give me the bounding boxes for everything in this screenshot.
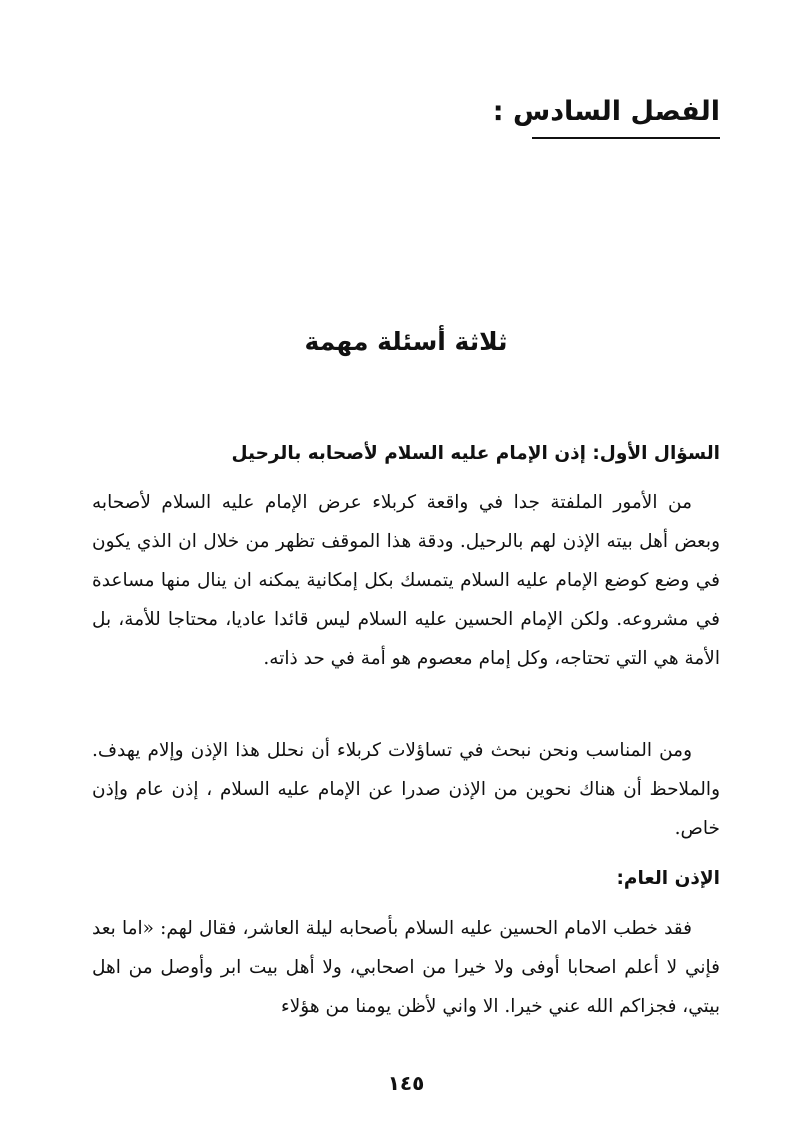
chapter-title-underline [532,137,720,139]
paragraph: فقد خطب الامام الحسين عليه السلام بأصحابه ليلة العاشر، فقال لهم: «اما بعد فإني لا أعلم اصحابا أوفى ولا خيرا من اصحابي، ولا أهل بيت ابر وأوصل من اهل بيتي، فجزاكم الله عني خيرا. الا واني لأظن يومنا من هؤلاء [92,918,720,1017]
paragraph: من الأمور الملفتة جدا في واقعة كربلاء عرض الإمام عليه السلام لأصحابه وبعض أهل بيته الإذن لهم بالرحيل. ودقة هذا الموقف تظهر من خلال ان الذي يكون في وضع كوضع الإمام عليه السلام يتمسك بكل إمكانية يمكنه ان ينال منها مساعدة في مشروعه. ولكن الإمام الحسين عليه السلام ليس قائدا عاديا، محتاجا للأمة، بل الأمة هي التي تحتاجه، وكل إمام معصوم هو أمة في حد ذاته. [92,492,720,669]
question-heading: السؤال الأول: إذن الإمام عليه السلام لأصحابه بالرحيل [231,443,720,464]
main-title: ثلاثة أسئلة مهمة [304,327,508,356]
page-number: ١٤٥ [387,1071,425,1095]
paragraph: ومن المناسب ونحن نبحث في تساؤلات كربلاء أن نحلل هذا الإذن وإلام يهدف. والملاحظ أن هناك نحوين من الإذن صدرا عن الإمام عليه السلام ، إذن عام وإذن خاص. [92,740,720,839]
sub-heading: الإذن العام: [616,868,720,889]
chapter-title: الفصل السادس : [492,96,720,127]
